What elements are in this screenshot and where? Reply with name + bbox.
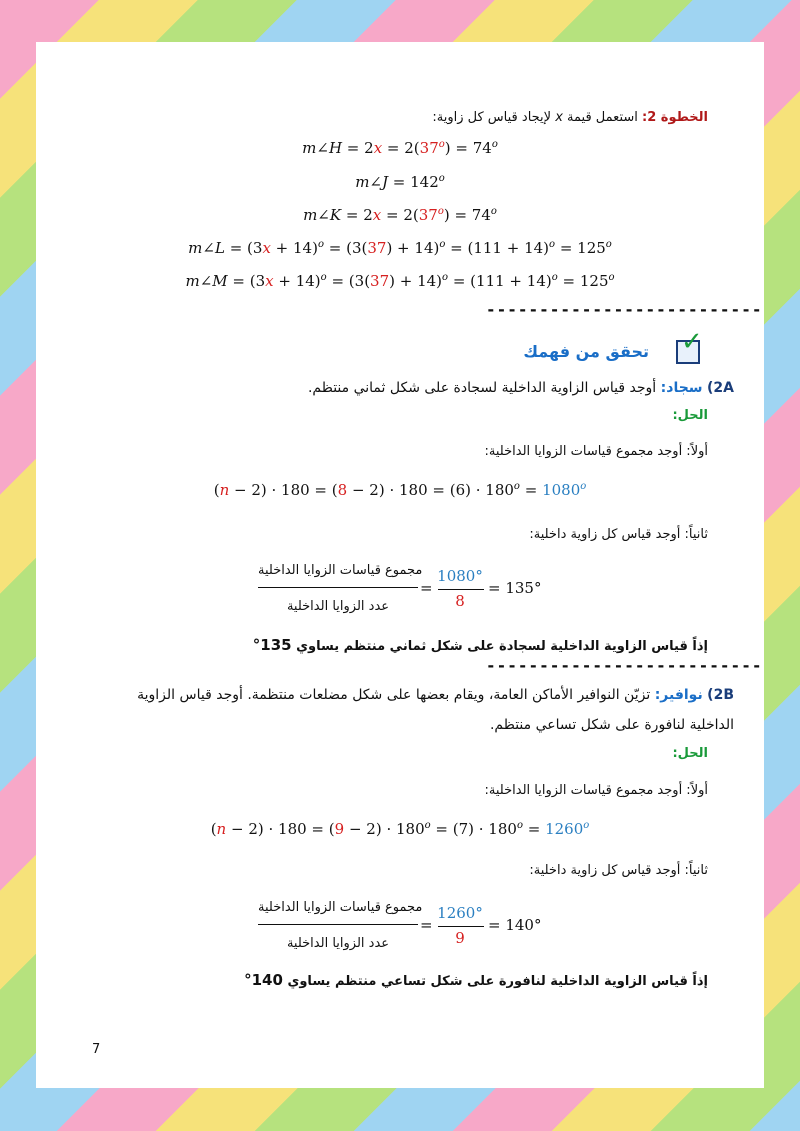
equation-mK: m∠K = $2x = 2(37^o) = 74^o$ [303, 206, 497, 224]
step2-text-after: لإيجاد قياس كل زاوية: [432, 110, 556, 125]
exercise-2A-label: سجاد: [660, 380, 703, 396]
page-sheet [36, 42, 764, 1088]
exercise-2A-frac-bar-ar [258, 587, 418, 588]
exercise-2B-result: = 140° [488, 916, 542, 934]
exercise-2B-conclusion [244, 971, 708, 989]
exercise-2B-label: نوافير: [654, 687, 703, 703]
exercise-2B-second-step: ثانياً: أوجد قياس كل زاوية داخلية: [529, 863, 708, 878]
step2-line [432, 110, 708, 125]
exercise-2B-statement-line1 [137, 687, 734, 703]
exercise-2A-sum-equation: $(n - 2) \cdot 180 = (8 - 2) \cdot 180 = (6) \cdot 180^o = 1080^o$ [213, 481, 587, 499]
exercise-2A-frac-num: 1080° [437, 567, 483, 585]
exercise-2B-frac-den: 9 [455, 929, 465, 947]
check-mark-icon: ✓ [681, 327, 703, 357]
exercise-2A-conclusion [253, 636, 708, 654]
exercise-2A-first-step: أولاً: أوجد مجموع قياسات الزوايا الداخلية: [484, 444, 708, 459]
equation-mJ: m∠J = $142^o$ [355, 173, 445, 191]
exercise-2B-frac-bar-ar [258, 924, 418, 925]
separator-dashes-2: -------------------------- [486, 656, 763, 675]
exercise-2A-number: 2A) [707, 380, 734, 396]
exercise-2A-equals-1: = [420, 579, 433, 597]
check-understanding-title: تحقق من فهمك [523, 342, 649, 361]
page-number: 7 [92, 1042, 101, 1057]
exercise-2B-first-step: أولاً: أوجد مجموع قياسات الزوايا الداخلية: [484, 783, 708, 798]
step2-var: x [555, 110, 563, 125]
exercise-2B-frac-bar [438, 926, 484, 927]
exercise-2A-frac-den: 8 [455, 592, 465, 610]
exercise-2B-sum-equation: $(n - 2) \cdot 180 = (9 - 2) \cdot 180^o = (7) \cdot 180^o = 1260^o$ [210, 820, 590, 838]
exercise-2B-conclusion-text: إذاً قياس الزاوية الداخلية لنافورة على شكل تساعي منتظم يساوي [287, 974, 708, 989]
step2-text-before: استعمل قيمة [562, 110, 643, 125]
exercise-2B-text-line1: تزيّن النوافير الأماكن العامة، ويقام بعضها على شكل مضلعات منتظمة. أوجد قياس الزاوية [137, 687, 651, 703]
exercise-2A-frac-num-ar: مجموع قياسات الزوايا الداخلية [258, 563, 423, 578]
exercise-2B-frac-num-ar: مجموع قياسات الزوايا الداخلية [258, 900, 423, 915]
exercise-2B-frac-num: 1260° [437, 904, 483, 922]
exercise-2A-result: = 135° [488, 579, 542, 597]
exercise-2B-frac-den-ar: عدد الزوايا الداخلية [286, 936, 390, 951]
separator-dashes-1: -------------------------- [486, 300, 763, 319]
exercise-2A-frac-bar [438, 589, 484, 590]
exercise-2A-frac-den-ar: عدد الزوايا الداخلية [286, 599, 390, 614]
step2-label: الخطوة 2: [642, 110, 708, 125]
exercise-2B-solution-label: الحل: [672, 746, 708, 761]
exercise-2A-statement [308, 380, 734, 396]
exercise-2A-text: أوجد قياس الزاوية الداخلية لسجادة على شكل ثماني منتظم. [307, 380, 657, 396]
exercise-2B-equals-1: = [420, 916, 433, 934]
exercise-2B-number: 2B) [707, 687, 734, 703]
exercise-2A-second-step: ثانياً: أوجد قياس كل زاوية داخلية: [529, 527, 708, 542]
exercise-2B-text-line2: الداخلية لنافورة على شكل تساعي منتظم. [489, 717, 734, 733]
equation-mL: m∠L = $(3x + 14)^o = (3(37) + 14)^o = (111 + 14)^o = 125^o$ [188, 239, 612, 257]
exercise-2A-conclusion-value: 135° [252, 636, 292, 654]
equation-mM: m∠M = $(3x + 14)^o = (3(37) + 14)^o = (111 + 14)^o = 125^o$ [185, 272, 615, 290]
exercise-2A-solution-label: الحل: [672, 408, 708, 423]
exercise-2B-conclusion-value: 140° [244, 971, 283, 989]
equation-mH: m∠H = $2x = 2(37^o) = 74^o$ [302, 139, 498, 157]
exercise-2A-conclusion-text: إذاً قياس الزاوية الداخلية لسجادة على شكل ثماني منتظم يساوي [296, 639, 708, 654]
